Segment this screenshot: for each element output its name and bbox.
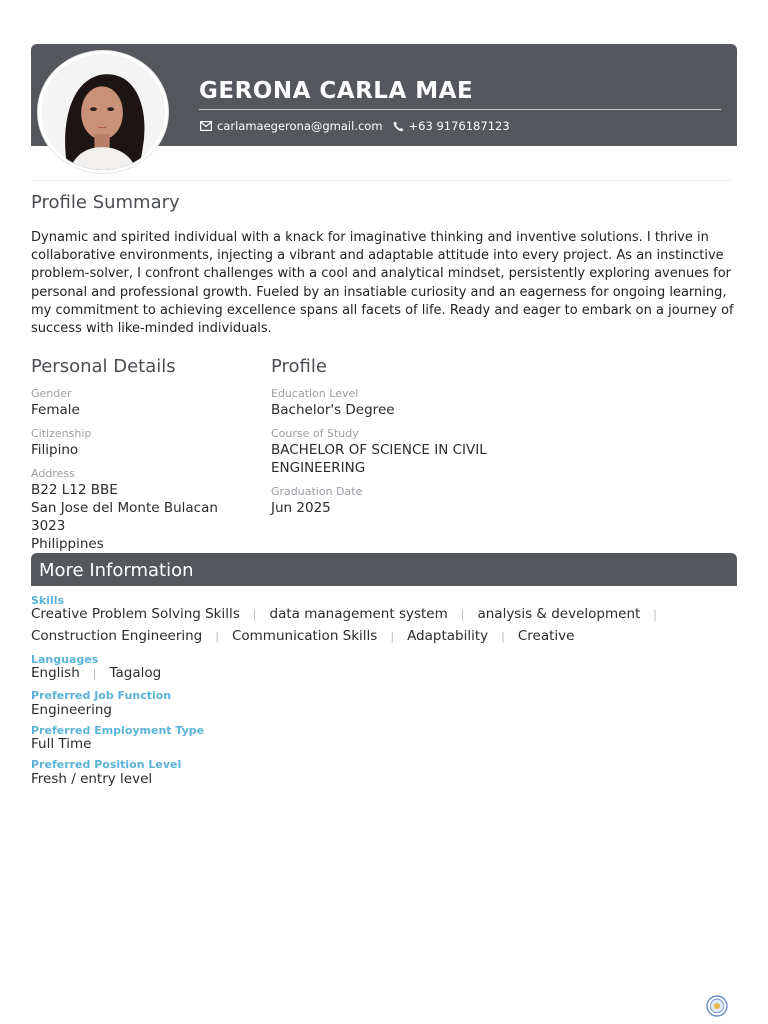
avatar xyxy=(38,51,168,173)
education-level-label: Education Level xyxy=(271,387,359,400)
separator: | xyxy=(215,630,219,643)
gender-value: Female xyxy=(31,402,80,418)
address-line: 3023 xyxy=(31,518,66,534)
email-contact[interactable] xyxy=(200,119,383,133)
contact-row xyxy=(200,118,520,134)
citizenship-value: Filipino xyxy=(31,442,79,458)
address-line: Philippines xyxy=(31,536,104,552)
graduation-date-value: Jun 2025 xyxy=(271,500,331,516)
profile-title: Profile xyxy=(271,356,327,377)
gender-label: Gender xyxy=(31,387,72,400)
position-level-value: Fresh / entry level xyxy=(31,771,153,787)
skill-item: Adaptability xyxy=(407,628,489,644)
skills-row xyxy=(31,628,574,644)
language-item: Tagalog xyxy=(109,665,162,681)
employment-type-label: Preferred Employment Type xyxy=(31,724,205,737)
education-level-value: Bachelor's Degree xyxy=(271,402,395,418)
address-line: B22 L12 BBE xyxy=(31,482,118,498)
citizenship-label: Citizenship xyxy=(31,427,92,440)
employment-type-value: Full Time xyxy=(31,736,92,752)
more-information-title: More Information xyxy=(39,560,194,581)
phone-contact[interactable] xyxy=(393,119,510,133)
course-label: Course of Study xyxy=(271,427,359,440)
separator: | xyxy=(390,630,395,643)
seal-logo-icon xyxy=(706,995,728,1017)
profile-photo xyxy=(41,54,165,170)
profile-summary-text: Dynamic and spirited individual with a knack for imaginative thinking and inventive solutions. I thrive in collaborative environments, injecting a vibrant and adaptable attitude into every project. As an instinctive problem-solver, I confront challenges with a cool and analytical mindset, persistently exploring avenues for personal and professional growth. Fueled by an insatiable curiosity and an eagerness for ongoing learning, my commitment to achieving excellence spans all facets of life. Ready and eager to embark on a journey of success with like-minded individuals. xyxy=(31,230,734,337)
position-level-label: Preferred Position Level xyxy=(31,758,182,771)
skills-row xyxy=(31,606,670,622)
separator: | xyxy=(252,608,257,621)
course-value-line: BACHELOR OF SCIENCE IN CIVIL xyxy=(271,442,487,458)
address-label: Address xyxy=(31,467,75,480)
skill-item: data management system xyxy=(269,606,448,622)
language-item: English xyxy=(31,665,80,681)
skills-label: Skills xyxy=(31,594,65,607)
address-line: San Jose del Monte Bulacan xyxy=(31,500,218,516)
job-function-label: Preferred Job Function xyxy=(31,689,172,702)
languages-label: Languages xyxy=(31,653,99,666)
profile-summary-title: Profile Summary xyxy=(31,192,180,213)
phone-text[interactable]: +63 9176187123 xyxy=(408,119,510,133)
job-function-value: Engineering xyxy=(31,702,112,718)
skill-item: Creative xyxy=(517,628,575,644)
separator: | xyxy=(653,608,658,621)
languages-row xyxy=(31,665,161,681)
candidate-name: GERONA CARLA MAE xyxy=(199,78,474,104)
phone-icon xyxy=(393,121,404,132)
separator: | xyxy=(92,667,97,680)
email-text[interactable]: carlamaegerona@gmail.com xyxy=(217,119,383,133)
graduation-date-label: Graduation Date xyxy=(271,485,363,498)
envelope-icon xyxy=(200,121,212,131)
name-divider xyxy=(199,109,721,110)
separator: | xyxy=(460,608,465,621)
skill-item: analysis & development xyxy=(477,606,641,622)
skill-item: Construction Engineering xyxy=(31,628,203,644)
section-divider xyxy=(31,180,731,181)
skill-item: Communication Skills xyxy=(231,628,378,644)
separator: | xyxy=(501,630,505,643)
skill-item: Creative Problem Solving Skills xyxy=(31,606,240,622)
personal-details-title: Personal Details xyxy=(31,356,176,377)
course-value-line: ENGINEERING xyxy=(271,460,366,476)
